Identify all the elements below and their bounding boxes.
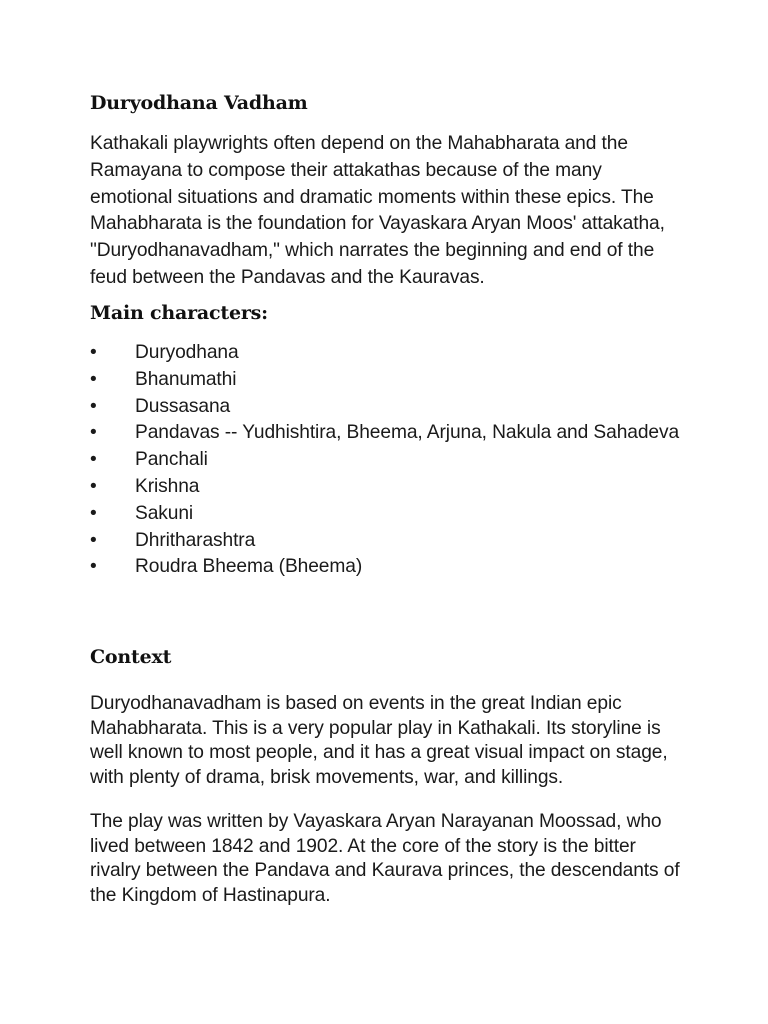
bullet-icon: • (90, 502, 97, 524)
bullet-icon: • (90, 368, 97, 390)
list-item (90, 420, 690, 447)
bullet-icon: • (90, 556, 97, 578)
list-item (90, 528, 690, 555)
characters-list (90, 340, 690, 581)
bullet-icon: • (90, 529, 97, 551)
character-name: Dussasana (135, 395, 231, 417)
bullet-icon: • (90, 395, 97, 417)
list-item (90, 394, 690, 421)
context-paragraph: The play was written by Vayaskara Aryan Narayanan Moossad, who lived between 1842 and 1902. At the core of the story is the bitter rivalry between the Pandava and Kaurava princes, the descendants of the Kingdom of Hastinapura. (90, 811, 680, 906)
character-name: Krishna (135, 475, 200, 497)
character-name: Bhanumathi (135, 368, 237, 390)
character-name: Panchali (135, 449, 208, 471)
list-item (90, 501, 690, 528)
character-name: Pandavas -- Yudhishtira, Bheema, Arjuna, Nakula and Sahadeva (135, 422, 680, 444)
character-name: Dhritharashtra (135, 529, 256, 551)
bullet-icon: • (90, 342, 97, 363)
context-paragraph: Duryodhanavadham is based on events in the great Indian epic Mahabharata. This is a very popular play in Kathakali. Its storyline is well known to most people, and it has a great visual impact on stage, with plenty of drama, brisk movements, war, and killings. (90, 693, 668, 788)
character-name: Sakuni (135, 502, 194, 524)
bullet-icon: • (90, 449, 97, 471)
context-heading: Context (90, 646, 172, 668)
list-item (90, 340, 690, 367)
characters-heading: Main characters: (90, 302, 268, 324)
list-item (90, 474, 690, 501)
list-item (90, 447, 690, 474)
bullet-icon: • (90, 475, 97, 497)
list-item (90, 554, 690, 581)
list-item (90, 367, 690, 394)
character-name: Roudra Bheema (Bheema) (135, 556, 363, 578)
document-title: Duryodhana Vadham (90, 92, 308, 114)
bullet-icon: • (90, 422, 97, 444)
intro-paragraph: Kathakali playwrights often depend on the Mahabharata and the Ramayana to compose their attakathas because of the many emotional situations and dramatic moments within these epics. The Mahabharata is the foundation for Vayaskara Aryan Moos' attakatha, "Duryodhanavadham," which narrates the beginning and end of the feud between the Pandavas and the Kauravas. (90, 133, 665, 288)
character-name: Duryodhana (135, 342, 239, 363)
